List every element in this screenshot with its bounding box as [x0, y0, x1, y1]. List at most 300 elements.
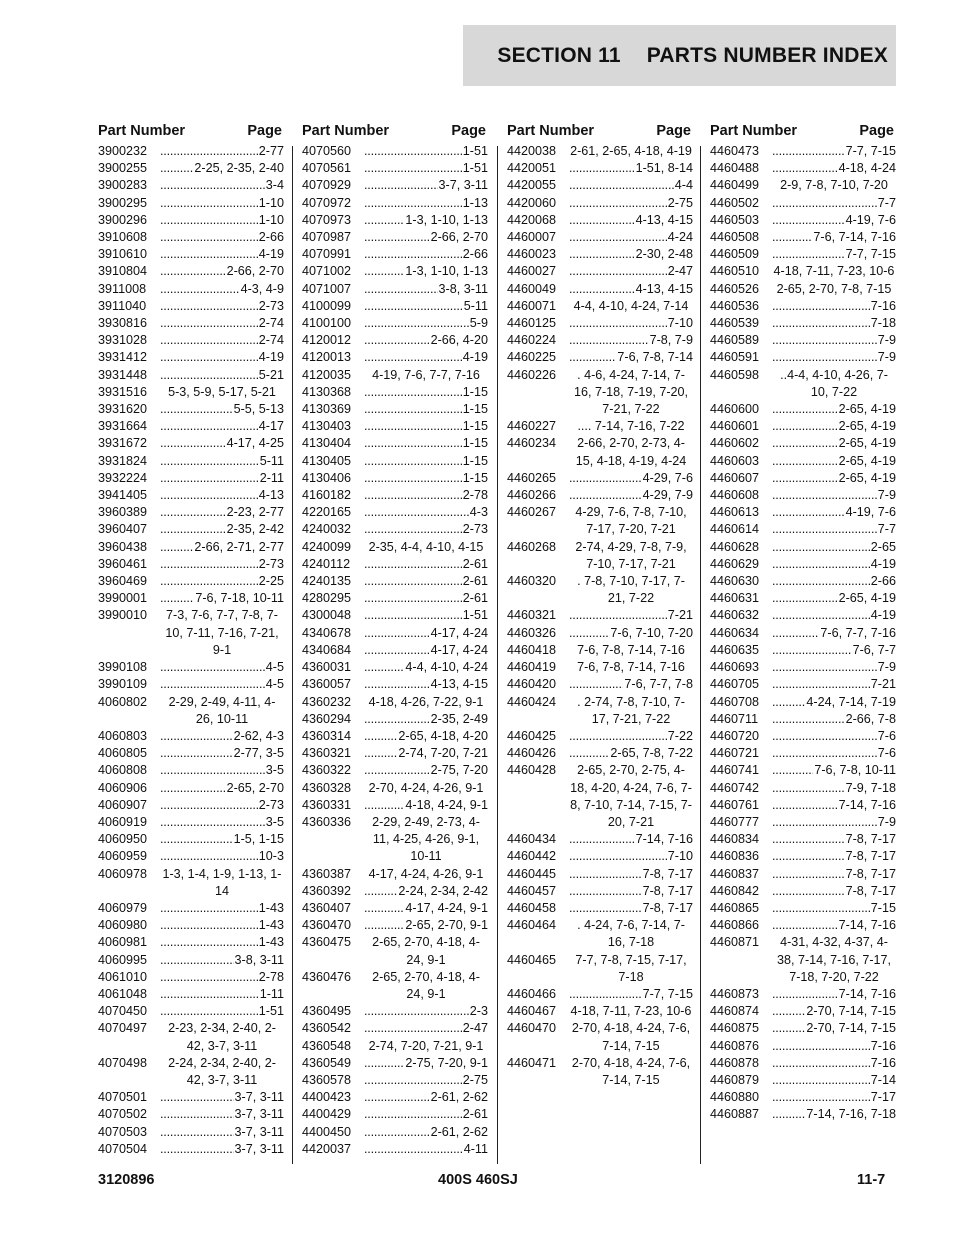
dot-leader: [160, 1089, 284, 1106]
index-entry: [302, 1003, 488, 1020]
index-entry: [710, 728, 896, 745]
dot-leader: [364, 1055, 488, 1072]
part-number: 4360232: [302, 694, 352, 709]
page-refs: 2-24, 2-34, 2-40, 2-42, 3-7, 3-11: [168, 1055, 276, 1087]
page-refs: ..... 3-5: [265, 814, 284, 829]
dot-leader: [569, 177, 693, 194]
dot-leader: [364, 556, 488, 573]
page-refs: ..... 2-77: [258, 144, 284, 158]
page-refs: 7-7, 7-8, 7-15, 7-17, 7-18: [575, 952, 687, 984]
index-entry: [302, 367, 488, 384]
page-refs: ..... 7-7: [877, 195, 896, 210]
dot-leader: [364, 195, 488, 212]
part-number: 4360407: [302, 900, 352, 915]
index-entry: [507, 315, 693, 332]
part-number: 4460613: [710, 505, 760, 520]
part-number: 4460539: [710, 316, 760, 331]
page-refs: 7-6, 7-8, 7-14, 7-16: [577, 642, 685, 657]
index-entry: [98, 384, 284, 401]
part-number: 4070498: [98, 1055, 148, 1070]
index-entry: [507, 986, 693, 1003]
index-entry: [710, 1106, 896, 1123]
part-number: 4460434: [507, 832, 557, 847]
index-entry: [507, 487, 693, 504]
index-entry: [710, 607, 896, 624]
index-entry: [710, 160, 896, 177]
part-number: 4420068: [507, 212, 557, 227]
index-rows: [710, 143, 896, 1124]
dot-leader: [364, 418, 488, 435]
page-refs: 2-23, 2-34, 2-40, 2-42, 3-7, 3-11: [168, 1021, 276, 1053]
index-entry: [98, 866, 284, 900]
page-refs: ..... 7-7, 7-15: [642, 986, 693, 1001]
page-refs: ..... 2-73: [258, 556, 284, 571]
page-refs: ..... 2-66: [258, 230, 284, 245]
index-entry: [98, 367, 284, 384]
part-number: 4130369: [302, 402, 352, 417]
index-entry: [98, 487, 284, 504]
page-refs: ..... 2-61: [462, 591, 488, 606]
page-refs: 4-17, 4-24, 4-26, 9-1: [368, 866, 484, 881]
page-refs: ..... 1-13: [462, 195, 488, 210]
page-refs: ..... 7-14: [870, 1072, 896, 1087]
part-number: 4460631: [710, 591, 760, 606]
index-entry: [710, 177, 896, 194]
index-entry: [710, 986, 896, 1003]
index-column-4: [710, 117, 896, 1124]
page-refs: ..... 7-7: [877, 522, 896, 537]
page-refs: ..... 4-17: [258, 419, 284, 434]
page-refs: ..... 7-8, 7-17: [845, 849, 896, 864]
page-refs: 2-29, 2-49, 2-73, 4-11, 4-25, 4-26, 9-1, 10-11: [372, 814, 480, 864]
page-refs: 1-3, 1-4, 1-9, 1-13, 1-14: [162, 866, 282, 898]
part-number: 4460876: [710, 1038, 760, 1053]
part-number: 3990010: [98, 608, 148, 623]
dot-leader: [160, 435, 284, 452]
part-number: 4120012: [302, 333, 352, 348]
part-number: 4460267: [507, 505, 557, 520]
part-number: 4460418: [507, 642, 557, 657]
page-refs: ..... 7-6, 7-7: [852, 642, 896, 657]
index-entry: [710, 590, 896, 607]
part-number: 4460880: [710, 1090, 760, 1105]
page-refs: ..... 4-19: [870, 608, 896, 623]
part-number: 4460266: [507, 488, 557, 503]
page-refs: 7-6, 7-8, 7-14, 7-16: [577, 660, 685, 675]
dot-leader: [569, 281, 693, 298]
index-entry: [302, 728, 488, 745]
dot-leader: [160, 470, 284, 487]
part-number: 4460125: [507, 316, 557, 331]
page-refs: ..... 7-6, 7-10, 7-20: [610, 625, 693, 640]
index-entry: [98, 195, 284, 212]
page-refs: ..... 3-4: [265, 178, 284, 193]
index-entry: [98, 1020, 284, 1054]
dot-leader: [160, 934, 284, 951]
page-refs: ..... 7-14, 7-16: [838, 797, 896, 812]
part-number: 4420060: [507, 195, 557, 210]
part-number: 3931620: [98, 402, 148, 417]
part-number: 4400429: [302, 1107, 352, 1122]
page-refs: ..... 4-17, 4-24: [430, 642, 488, 657]
dot-leader: [160, 229, 284, 246]
page-refs: 5-3, 5-9, 5-17, 5-21: [168, 384, 276, 399]
index-entry: [710, 212, 896, 229]
index-entry: [710, 143, 896, 160]
page-refs: 2-65, 2-70, 2-75, 4-18, 4-20, 4-24, 7-6, 7-8, 7-10, 7-14, 7-15, 7-20, 7-21: [570, 763, 692, 829]
index-entry: [710, 504, 896, 521]
page-refs: ..... 7-6, 7-7, 7-8: [624, 677, 693, 692]
page-refs: ..... 1-15: [462, 402, 488, 417]
part-number: 4070560: [302, 144, 352, 158]
index-entry: [507, 504, 693, 538]
index-entry: [507, 1003, 693, 1020]
part-number: 4460326: [507, 625, 557, 640]
page-refs: ..... 4-13: [258, 488, 284, 503]
part-number: 3931028: [98, 333, 148, 348]
dot-leader: [772, 745, 896, 762]
dot-leader: [364, 573, 488, 590]
index-entry: [507, 694, 693, 728]
index-entry: [710, 934, 896, 986]
part-number: 4060978: [98, 866, 148, 881]
dot-leader: [772, 401, 896, 418]
index-entry: [302, 711, 488, 728]
index-entry: [302, 263, 488, 280]
column-divider: [292, 146, 293, 1164]
dot-leader: [569, 212, 693, 229]
dot-leader: [772, 556, 896, 573]
page-refs: ..... 1-43: [258, 900, 284, 915]
index-entry: [302, 762, 488, 779]
index-entry: [710, 435, 896, 452]
dot-leader: [364, 143, 488, 160]
part-number: 3900232: [98, 144, 148, 158]
index-entry: [98, 332, 284, 349]
part-number: 4460879: [710, 1072, 760, 1087]
dot-leader: [772, 143, 896, 160]
page-refs: ..... 5-9: [469, 316, 488, 331]
part-number: 4060950: [98, 832, 148, 847]
part-number: 4460424: [507, 694, 557, 709]
dot-leader: [772, 659, 896, 676]
part-number: 4460526: [710, 281, 760, 296]
page-refs: ..... 2-25, 2-35, 2-40: [194, 161, 284, 176]
index-entry: [302, 281, 488, 298]
index-entry: [302, 642, 488, 659]
index-entry: [710, 866, 896, 883]
page-refs: 4-4, 4-10, 4-24, 7-14: [573, 298, 689, 313]
index-entry: [302, 195, 488, 212]
index-entry: [507, 883, 693, 900]
dot-leader: [160, 487, 284, 504]
dot-leader: [772, 160, 896, 177]
part-number: 4130405: [302, 453, 352, 468]
page-refs: ..... 7-8, 7-17: [642, 866, 693, 881]
page-refs: ..... 2-35, 2-49: [430, 711, 488, 726]
page-refs: ..... 7-8, 7-17: [845, 832, 896, 847]
dot-leader: [160, 349, 284, 366]
page-refs: ..... 2-66, 2-70: [226, 264, 284, 279]
dot-leader: [364, 504, 488, 521]
part-number: 4360387: [302, 866, 352, 881]
page-refs: ..... 2-47: [462, 1021, 488, 1036]
part-number: 4460465: [507, 952, 557, 967]
dot-leader: [160, 418, 284, 435]
index-entry: [302, 315, 488, 332]
index-entry: [507, 195, 693, 212]
part-number: 4460866: [710, 918, 760, 933]
part-number: 4460268: [507, 539, 557, 554]
index-entry: [98, 315, 284, 332]
dot-leader: [569, 487, 693, 504]
dot-leader: [569, 625, 693, 642]
dot-leader: [160, 831, 284, 848]
page-refs: 2-61, 2-65, 4-18, 4-19: [570, 144, 692, 158]
index-entry: [98, 504, 284, 521]
index-entry: [302, 1038, 488, 1055]
index-entry: [507, 229, 693, 246]
part-number: 4060995: [98, 952, 148, 967]
page-refs: 2-35, 4-4, 4-10, 4-15: [368, 539, 484, 554]
index-entry: [98, 745, 284, 762]
index-entry: [98, 848, 284, 865]
page-refs: ..... 4-19, 7-6: [845, 212, 896, 227]
page-refs: ..... 2-75, 7-20: [430, 763, 488, 778]
index-entry: [302, 797, 488, 814]
index-entry: [98, 590, 284, 607]
dot-leader: [569, 470, 693, 487]
dot-leader: [772, 539, 896, 556]
part-number: 4460742: [710, 780, 760, 795]
index-entry: [507, 625, 693, 642]
index-entry: [302, 521, 488, 538]
dot-leader: [364, 160, 488, 177]
index-entry: [507, 539, 693, 573]
index-entry: [98, 659, 284, 676]
index-entry: [302, 590, 488, 607]
page-refs: ..... 2-61, 2-62: [430, 1124, 488, 1139]
part-number: 4460614: [710, 522, 760, 537]
dot-leader: [772, 521, 896, 538]
index-entry: [302, 401, 488, 418]
page-refs: ..... 2-3: [469, 1004, 488, 1019]
page-refs: ..... 2-65, 2-70: [226, 780, 284, 795]
dot-leader: [160, 212, 284, 229]
page-refs: 2-9, 7-8, 7-10, 7-20: [780, 178, 888, 193]
part-number: 4060805: [98, 746, 148, 761]
part-number: 4460629: [710, 556, 760, 571]
index-entry: [98, 418, 284, 435]
page-refs: ..... 2-73: [258, 298, 284, 313]
dot-leader: [160, 195, 284, 212]
dot-leader: [569, 229, 693, 246]
part-number: 3900283: [98, 178, 148, 193]
page-refs: 4-19, 7-6, 7-7, 7-16: [372, 367, 480, 382]
index-entry: [710, 1055, 896, 1072]
page-refs: ..... 1-5, 1-15: [233, 832, 284, 847]
index-entry: [98, 1106, 284, 1123]
page-refs: .... 7-14, 7-16, 7-22: [577, 419, 685, 434]
index-entry: [302, 1141, 488, 1158]
page-refs: ..... 4-11: [463, 1141, 488, 1156]
part-number: 4220165: [302, 505, 352, 520]
part-number: 4460603: [710, 453, 760, 468]
index-entry: [302, 470, 488, 487]
dot-leader: [772, 883, 896, 900]
dot-leader: [160, 315, 284, 332]
index-entry: [98, 952, 284, 969]
page-refs: ..... 7-9: [877, 660, 896, 675]
dot-leader: [772, 814, 896, 831]
page-refs: ..4-4, 4-10, 4-26, 7-10, 7-22: [780, 367, 888, 399]
page-refs: ..... 1-43: [258, 918, 284, 933]
page-refs: ..... 2-65, 4-19: [838, 470, 896, 485]
dot-leader: [160, 573, 284, 590]
part-number: 3990109: [98, 677, 148, 692]
index-entry: [302, 1055, 488, 1072]
part-number: 4460875: [710, 1021, 760, 1036]
part-number: 4460536: [710, 298, 760, 313]
dot-leader: [772, 229, 896, 246]
part-number: 4360476: [302, 969, 352, 984]
part-number: 4460873: [710, 986, 760, 1001]
index-entry: [507, 831, 693, 848]
part-number: 4420037: [302, 1141, 352, 1156]
page-refs: ..... 4-17, 4-25: [226, 436, 284, 451]
page-refs: ..... 2-66: [462, 247, 488, 262]
index-entry: [302, 453, 488, 470]
index-entry: [302, 229, 488, 246]
page-refs: ..... 7-16: [870, 298, 896, 313]
dot-leader: [772, 762, 896, 779]
dot-leader: [772, 298, 896, 315]
part-number: 3910804: [98, 264, 148, 279]
dot-leader: [160, 160, 284, 177]
dot-leader: [364, 1141, 488, 1158]
page-refs: ..... 1-15: [462, 453, 488, 468]
index-entry: [507, 418, 693, 435]
index-entry: [507, 367, 693, 419]
part-number: 4460265: [507, 470, 557, 485]
part-number: 4240099: [302, 539, 352, 554]
part-number: 4460471: [507, 1055, 557, 1070]
page-refs: ..... 2-66, 2-70: [430, 230, 488, 245]
footer-model: 400S 460SJ: [438, 1172, 518, 1188]
dot-leader: [364, 1072, 488, 1089]
page-refs: ..... 2-74: [258, 316, 284, 331]
dot-leader: [160, 401, 284, 418]
part-number: 4460509: [710, 247, 760, 262]
part-number: 4460608: [710, 488, 760, 503]
part-number: 4360336: [302, 814, 352, 829]
index-entry: [710, 521, 896, 538]
page-refs: ..... 4-19, 7-6: [845, 505, 896, 520]
part-number: 4360328: [302, 780, 352, 795]
dot-leader: [160, 590, 284, 607]
index-entry: [302, 694, 488, 711]
part-number: 4360548: [302, 1038, 352, 1053]
part-number: 4060919: [98, 814, 148, 829]
page-refs: ..... 4-19: [258, 247, 284, 262]
part-number: 3931824: [98, 453, 148, 468]
part-number: 3960461: [98, 556, 148, 571]
index-entry: [98, 831, 284, 848]
part-number: 4360294: [302, 711, 352, 726]
page-refs: ..... 7-6, 7-7, 7-16: [820, 625, 896, 640]
part-number: 4460320: [507, 574, 557, 589]
index-entry: [302, 246, 488, 263]
index-entry: [302, 487, 488, 504]
page-refs: 4-29, 7-6, 7-8, 7-10, 7-17, 7-20, 7-21: [575, 505, 687, 537]
page-refs: ..... 7-6, 7-8, 10-11: [814, 763, 896, 778]
part-number: 4460503: [710, 212, 760, 227]
part-number: 4460837: [710, 866, 760, 881]
page-refs: ..... 1-51: [258, 1004, 284, 1019]
page-refs: ..... 5-21: [258, 367, 284, 382]
index-entry: [710, 676, 896, 693]
page-refs: ..... 2-61: [462, 574, 488, 589]
part-number: 4460027: [507, 264, 557, 279]
index-entry: [302, 160, 488, 177]
dot-leader: [772, 625, 896, 642]
part-number: 4460321: [507, 608, 557, 623]
dot-leader: [364, 590, 488, 607]
page-refs: ..... 2-75: [462, 1072, 488, 1087]
dot-leader: [160, 1003, 284, 1020]
section-title: PARTS NUMBER INDEX: [646, 43, 888, 67]
page-refs: ..... 2-70, 7-14, 7-15: [806, 1004, 896, 1019]
index-entry: [302, 883, 488, 900]
part-number: 3910610: [98, 247, 148, 262]
index-entry: [710, 195, 896, 212]
part-number: 4460630: [710, 574, 760, 589]
part-number: 3990001: [98, 591, 148, 606]
dot-leader: [160, 814, 284, 831]
page-heading: Page: [247, 123, 282, 139]
index-entry: [302, 934, 488, 968]
dot-leader: [569, 246, 693, 263]
page-refs: ..... 2-65, 4-19: [838, 436, 896, 451]
dot-leader: [364, 625, 488, 642]
part-number: 4460227: [507, 419, 557, 434]
index-entry: [98, 573, 284, 590]
part-number: 4280295: [302, 591, 352, 606]
part-number: 4060959: [98, 849, 148, 864]
index-entry: [98, 453, 284, 470]
page-refs: ..... 2-73: [258, 797, 284, 812]
part-number: 3960438: [98, 539, 148, 554]
part-number: 3911008: [98, 281, 147, 296]
dot-leader: [364, 263, 488, 280]
part-number: 4460445: [507, 866, 557, 881]
part-number: 4400450: [302, 1124, 352, 1139]
part-number: 4460836: [710, 849, 760, 864]
dot-leader: [364, 246, 488, 263]
part-number: 4340684: [302, 642, 352, 657]
page-refs: 2-70, 4-24, 4-26, 9-1: [368, 780, 484, 795]
part-number: 4460488: [710, 161, 760, 176]
dot-leader: [160, 246, 284, 263]
page-refs: ..... 7-8, 7-17: [642, 883, 693, 898]
page-refs: ..... 2-77, 3-5: [233, 746, 284, 761]
index-entry: [507, 281, 693, 298]
part-number: 3941405: [98, 488, 148, 503]
part-number: 4360057: [302, 677, 352, 692]
dot-leader: [772, 986, 896, 1003]
page-refs: ..... 5-11: [259, 453, 284, 468]
part-number: 3990108: [98, 660, 148, 675]
